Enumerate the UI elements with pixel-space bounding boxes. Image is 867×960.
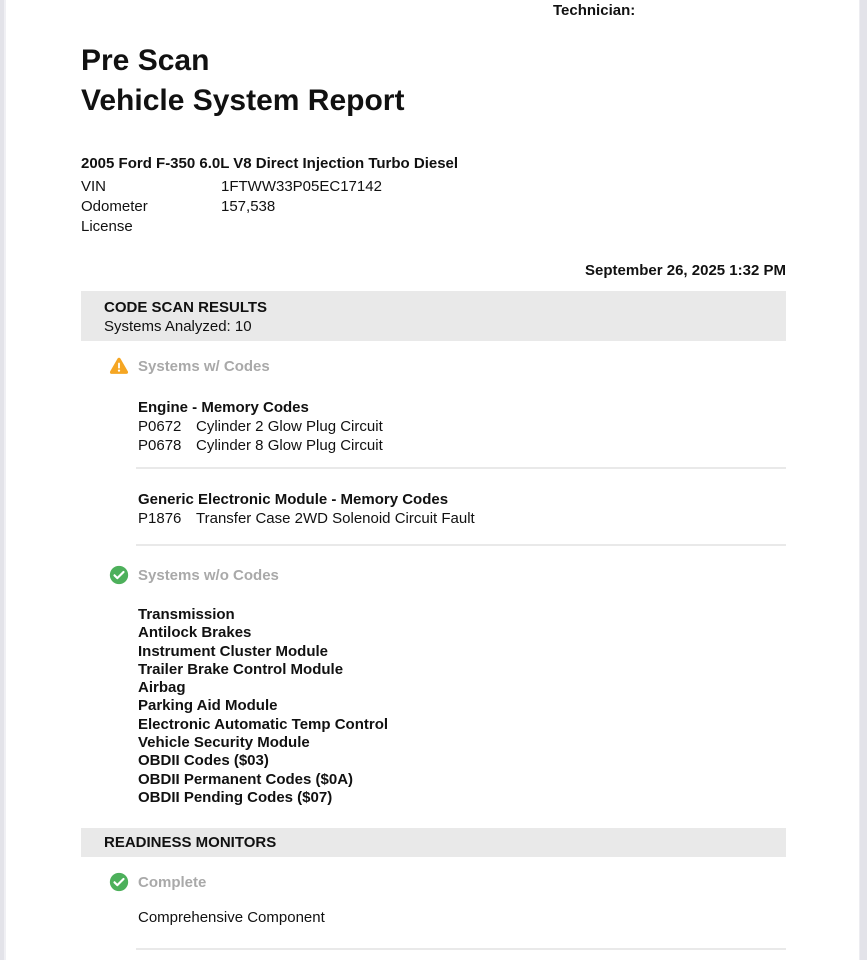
system-item: OBDII Permanent Codes ($0A) bbox=[138, 770, 354, 788]
readiness-complete-row bbox=[109, 872, 206, 892]
code-row bbox=[138, 417, 786, 436]
system-item: Parking Aid Module bbox=[138, 697, 278, 715]
system-item: Trailer Brake Control Module bbox=[138, 660, 344, 678]
section-divider bbox=[136, 544, 786, 546]
system-item: Vehicle Security Module bbox=[138, 734, 310, 752]
system-item: Instrument Cluster Module bbox=[138, 642, 329, 660]
systems-without-codes-label: Systems w/o Codes bbox=[138, 566, 279, 584]
systems-without-codes-row bbox=[109, 565, 279, 585]
system-item: Transmission bbox=[138, 606, 235, 623]
odometer-value: 157,538 bbox=[221, 198, 276, 215]
dtc-description: Cylinder 2 Glow Plug Circuit bbox=[196, 418, 383, 435]
system-item: OBDII Codes ($03) bbox=[138, 752, 269, 770]
warning-triangle-icon bbox=[109, 356, 129, 376]
code-group-title: Generic Electronic Module - Memory Codes bbox=[138, 491, 449, 508]
system-item: Airbag bbox=[138, 679, 186, 697]
technician-label: Technician: bbox=[553, 2, 636, 19]
readiness-monitors-header bbox=[81, 828, 786, 857]
code-row bbox=[138, 436, 786, 455]
dtc-description: Transfer Case 2WD Solenoid Circuit Fault bbox=[196, 510, 475, 527]
page-title bbox=[81, 41, 404, 121]
vehicle-description: 2005 Ford F-350 6.0L V8 Direct Injection Turbo Diesel bbox=[81, 155, 459, 172]
vehicle-field-license bbox=[81, 217, 786, 237]
check-circle-icon bbox=[109, 565, 129, 585]
code-group-generic-electronic-module bbox=[138, 490, 786, 528]
readiness-complete-label: Complete bbox=[138, 873, 207, 891]
vehicle-field-vin bbox=[81, 177, 786, 197]
section-divider bbox=[136, 948, 786, 950]
code-group-title: Engine - Memory Codes bbox=[138, 399, 309, 416]
page-title-line1: Pre Scan bbox=[81, 44, 210, 77]
section-divider bbox=[136, 467, 786, 469]
monitor-item: Comprehensive Component bbox=[138, 909, 325, 926]
code-scan-results-header bbox=[81, 291, 786, 341]
vin-value: 1FTWW33P05EC17142 bbox=[221, 178, 382, 195]
license-label: License bbox=[81, 218, 133, 235]
dtc-code: P0672 bbox=[138, 418, 182, 435]
systems-without-codes-list bbox=[138, 606, 388, 807]
readiness-monitors-title: READINESS MONITORS bbox=[104, 834, 277, 851]
vin-label: VIN bbox=[81, 178, 107, 195]
code-row bbox=[138, 509, 786, 528]
readiness-monitors-list bbox=[138, 908, 325, 928]
page-left-margin bbox=[0, 0, 6, 960]
license-value bbox=[221, 217, 786, 237]
system-item: OBDII Pending Codes ($07) bbox=[138, 788, 333, 806]
systems-with-codes-row bbox=[109, 356, 270, 376]
code-group-engine bbox=[138, 398, 786, 455]
vehicle-info bbox=[81, 154, 786, 237]
system-item: Electronic Automatic Temp Control bbox=[138, 715, 389, 733]
odometer-label: Odometer bbox=[81, 198, 148, 215]
code-scan-results-title: CODE SCAN RESULTS bbox=[104, 299, 268, 316]
page-title-line2: Vehicle System Report bbox=[81, 84, 405, 117]
dtc-description: Cylinder 8 Glow Plug Circuit bbox=[196, 437, 383, 454]
dtc-code: P0678 bbox=[138, 437, 182, 454]
dtc-code: P1876 bbox=[138, 510, 182, 527]
systems-analyzed-count: Systems Analyzed: 10 bbox=[104, 318, 252, 335]
system-item: Antilock Brakes bbox=[138, 624, 252, 642]
page-right-margin bbox=[859, 0, 867, 960]
check-circle-icon bbox=[109, 872, 129, 892]
vehicle-field-odometer bbox=[81, 197, 786, 217]
report-datetime: September 26, 2025 1:32 PM bbox=[585, 262, 786, 279]
systems-with-codes-label: Systems w/ Codes bbox=[138, 357, 270, 375]
